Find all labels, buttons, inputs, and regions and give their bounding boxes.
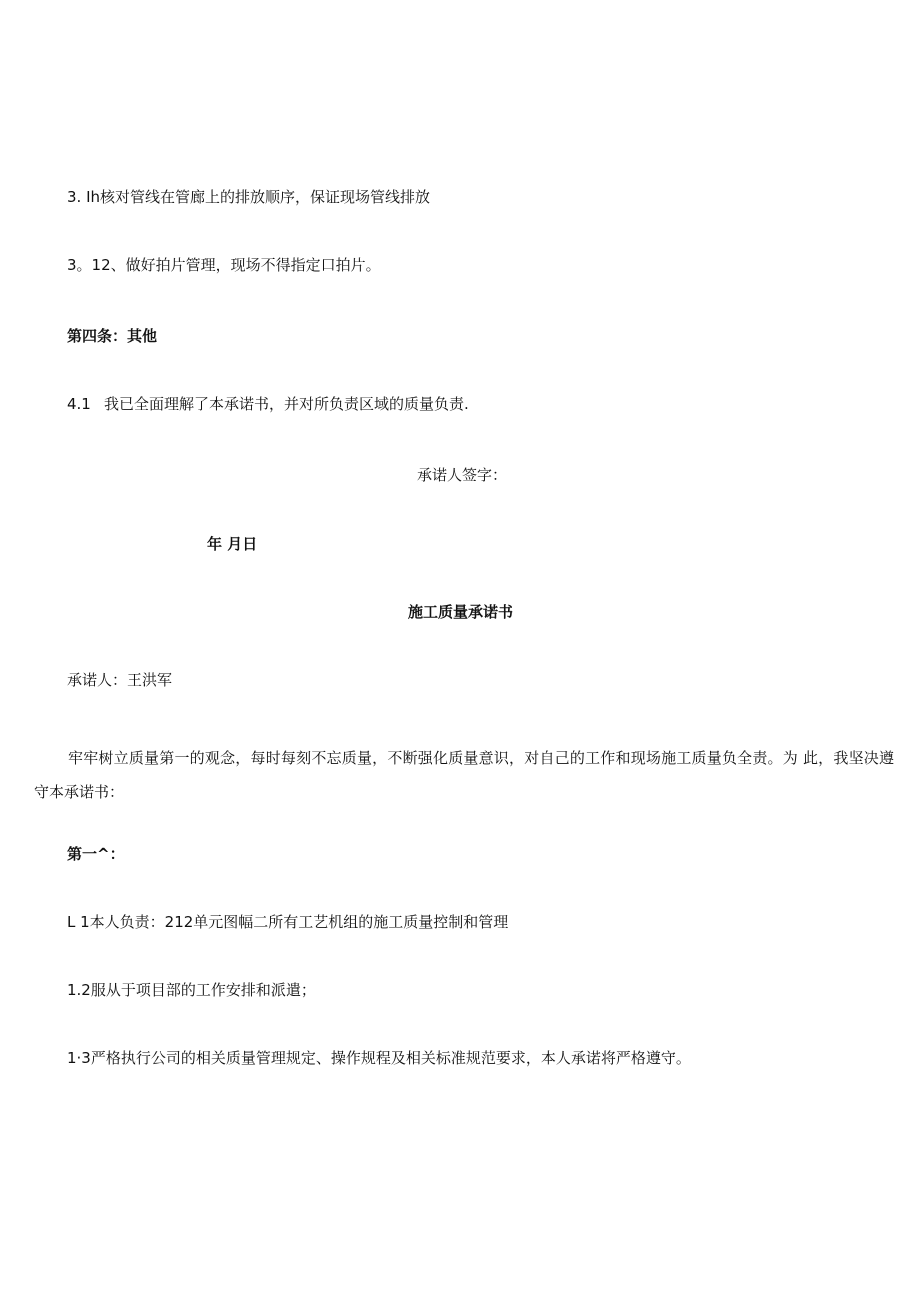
clause-4-1-number: 4.1: [67, 395, 91, 413]
date-label: 年 月日: [207, 535, 258, 553]
clause-1-2: 1.2服从于项目部的工作安排和派遣；: [67, 981, 316, 999]
section-1-heading: 第一^：: [67, 845, 125, 863]
document-title: 施工质量承诺书: [408, 603, 514, 621]
clause-4-1-text: 我已全面理解了本承诺书，并对所负责区域的质量负责.: [104, 395, 469, 413]
clause-1-1: L 1本人负责：212单元图幅二所有工艺机组的施工质量控制和管理: [67, 913, 509, 931]
signature-label: 承诺人签字：: [417, 466, 508, 484]
intro-paragraph: 牢牢树立质量第一的观念，每时每刻不忘质量，不断强化质量意识，对自己的工作和现场施工质量负全责。为 此，我坚决遵守本承诺书：: [34, 749, 894, 801]
section-4-heading: 第四条：其他: [67, 327, 158, 345]
promisor-line: 承诺人：王洪军: [67, 671, 173, 689]
clause-3-12: 3。12、做好拍片管理，现场不得指定口拍片。: [67, 256, 381, 274]
clause-1-3: 1·3严格执行公司的相关质量管理规定、操作规程及相关标准规范要求，本人承诺将严格遵守。: [67, 1049, 691, 1067]
clause-3-11: 3. Ih核对管线在管廊上的排放顺序，保证现场管线排放: [67, 188, 431, 206]
clause-4-1: [67, 397, 469, 412]
